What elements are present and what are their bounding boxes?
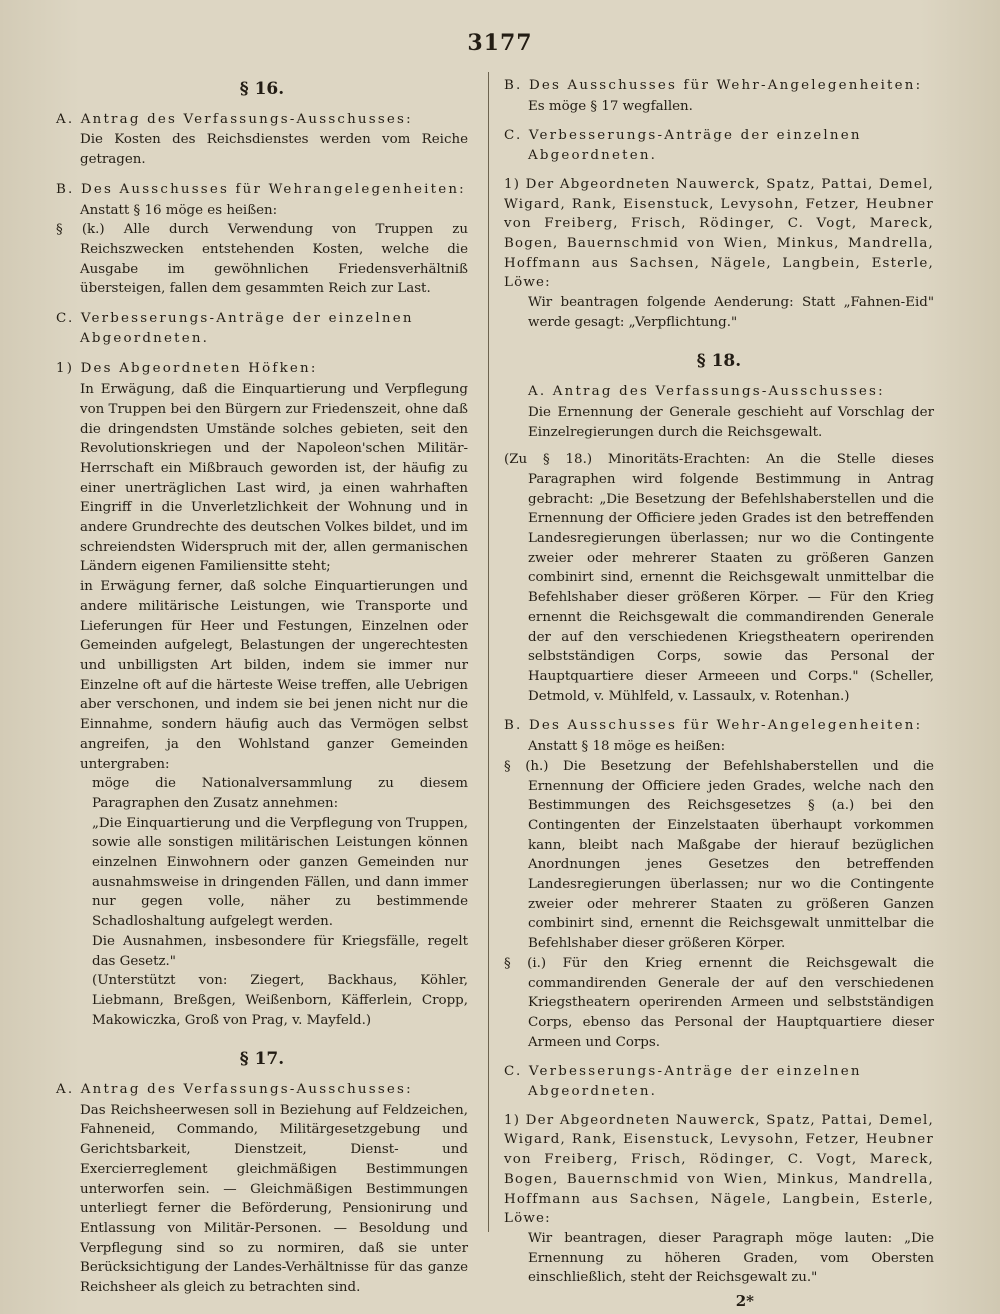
s16-b-intro: Anstatt § 16 möge es heißen:	[80, 202, 278, 218]
s16-c1-support: (Unterstützt von: Ziegert, Backhaus, Köhler, Liebmann, Breßgen, Weißenborn, Käfferlein, Cropp, Makowiczka, Groß von Prag, v. Mayfeld.)	[92, 973, 468, 1028]
section-16-title: § 16.	[239, 79, 285, 99]
s16-b-paragraph: § (k.) Alle durch Verwendung von Truppen zu Reichszwecken entstehenden Kosten, welche die Ausgabe im gewöhnlichen Friedensverhältniß übersteigen, fallen dem gesammten Reich zur Last.	[56, 222, 468, 297]
s16-c1-p3: möge die Nationalversammlung zu diesem Paragraphen den Zusatz annehmen:	[92, 776, 468, 811]
section-18-title: § 18.	[696, 351, 742, 372]
s16-b-heading: B. Des Ausschusses für Wehrangelegenheiten:	[56, 181, 466, 197]
right-column	[504, 74, 934, 1312]
signature-mark: 2*	[735, 1292, 754, 1311]
s16-c-heading: C. Verbesserungs-Anträge der einzelnen Abgeordneten.	[56, 311, 414, 346]
s16-c1-quote2: Die Ausnahmen, insbesondere für Kriegsfälle, regelt das Gesetz."	[92, 933, 468, 969]
left-column	[56, 74, 468, 1298]
s17-b-text: Es möge § 17 wegfallen.	[528, 98, 693, 114]
column-divider	[488, 72, 489, 1232]
s18-minority: (Zu § 18.) Minoritäts-Erachten: An die Stelle dieses Paragraphen wird folgende Bestimmung in Antrag gebracht: „Die Besetzung der Befehlshaberstellen und die Ernennung der Officiere jeden Grades ist den betreffenden Landesregierungen überlassen; nur wo die Contingente zweier oder mehrerer Staaten zu größeren Ganzen combinirt sind, ernennt die Reichsgewalt unmittelbar die Befehlshaber dieser größeren Körper. — Für den Krieg ernennt die Reichsgewalt die commandirenden Generale der auf den verschiedenen Kriegstheatern operirenden selbstständigen Corps, sowie das Personal der Hauptquartiere dieser Armeeen und Corps." (Scheller, Detmold, v. Mühlfeld, v. Lassaulx, v. Rotenhan.)	[504, 452, 934, 704]
s18-c-heading: C. Verbesserungs-Anträge der einzelnen Abgeordneten.	[504, 1064, 862, 1100]
s16-c1-p2: in Erwägung ferner, daß solche Einquartierungen und andere militärische Leistungen, wie Transporte und Lieferungen für Heer und Festungen, Einzelnen oder Gemeinden aufgelegt, Belastungen der ungerechtesten und unbilligsten Art bilden, indem sie immer nur Einzelne oft auf die härteste Weise treffen, alle Uebrigen aber verschonen, und indem sie bei jenen nicht nur die Einnahme, sondern häufig auch das Vermögen selbst angreifen, ja den Wohlstand ganzer Gemeinden untergraben:	[80, 579, 468, 772]
s18-b-i: § (i.) Für den Krieg ernennt die Reichsgewalt die commandirenden Generale der auf den verschiedenen Kriegstheatern operirenden Armeen und selbstständigen Corps, ebenso das Personal der Hauptquartiere dieser Armeen und Corps.	[504, 955, 934, 1050]
s17-c1-names: 1) Der Abgeordneten Nauwerck, Spatz, Pattai, Demel, Wigard, Rank, Eisenstuck, Levysohn, Fetzer, Heubner von Freiberg, Frisch, Rödinger, C. Vogt, Mareck, Bogen, Bauernschmid von Wien, Minkus, Mandrella, Hoffmann aus Sachsen, Nägele, Langbein, Esterle, Löwe:	[504, 176, 934, 291]
s16-c1-heading: 1) Des Abgeordneten Höfken:	[56, 361, 318, 377]
s17-a-heading: A. Antrag des Verfassungs-Ausschusses:	[56, 1082, 413, 1098]
s17-a-text: Das Reichsheerwesen soll in Beziehung auf Feldzeichen, Fahneneid, Commando, Militärgesetzgebung und Gerichtsbarkeit, Dienstzeit, Dienst- und Exercierreglement gleichmäßigen Bestimmungen unterworfen sein. — Gleichmäßigen Bestimmungen unterliegt ferner die Beförderung, Pensionirung und Entlassung von Militär-Personen. — Besoldung und Verpflegung sind so zu normiren, daß sie unter Berücksichtigung der Landes-Verhältnisse für das ganze Reichsheer als gleich zu betrachten sind.	[80, 1102, 468, 1296]
s16-c1-p1: In Erwägung, daß die Einquartierung und Verpflegung von Truppen bei den Bürgern zur Friedenszeit, ohne daß die dringendsten Umstände solches gebieten, seit den Revolutionskriegen und der Napoleon'schen Militär-Herrschaft ein Mißbrauch geworden ist, der häufig zu einer unerträglichen Last wird, ja einen wahrhaften Eingriff in die Unverletzlichkeit der Wohnung und in andere Grundrechte des deutschen Volkes bildet, und im schreiendsten Widerspruch mit der, allen germanischen Ländern eigenen Familiensitte steht;	[80, 382, 468, 575]
s18-a-heading: A. Antrag des Verfassungs-Ausschusses:	[528, 384, 885, 400]
s16-a-heading: A. Antrag des Verfassungs-Ausschusses:	[56, 111, 413, 127]
s18-b-h: § (h.) Die Besetzung der Befehlshaberstellen und die Ernennung der Officiere jeden Grades, welche nach den Bestimmungen des Reichsgesetzes § (a.) bei den Contingenten der Einzelstaaten überhaupt vorkommen kann, bleibt nach Maßgabe der hierauf bezüglichen Anordnungen jenes Gesetzes den betreffenden Landesregierungen überlassen; nur wo die Contingente zweier oder mehrerer Staaten zu größeren Ganzen combinirt sind, ernennt die Reichsgewalt unmittelbar die Befehlshaber dieser größeren Körper.	[504, 758, 934, 952]
s16-a-text: Die Kosten des Reichsdienstes werden vom Reiche getragen.	[80, 132, 468, 168]
s18-c1-text: Wir beantragen, dieser Paragraph möge lauten: „Die Ernennung zu höheren Graden, vom Obersten einschließlich, steht der Reichsgewalt zu."	[528, 1230, 934, 1286]
s17-c1-text: Wir beantragen folgende Aenderung: Statt „Fahnen-Eid" werde gesagt: „Verpflichtung."	[528, 295, 934, 330]
s18-b-intro: Anstatt § 18 möge es heißen:	[528, 739, 726, 755]
s16-c1-quote: „Die Einquartierung und die Verpflegung von Truppen, sowie alle sonstigen militärischen Leistungen können einzelnen Einwohnern oder ganzen Gemeinden nur ausnahmsweise in dringenden Fällen, und dann immer nur gegen volle, näher zu bestimmende Schadloshaltung aufgelegt werden.	[92, 815, 468, 930]
s17-c-heading: C. Verbesserungs-Anträge der einzelnen Abgeordneten.	[504, 128, 862, 164]
s17-b-heading: B. Des Ausschusses für Wehr-Angelegenheiten:	[504, 78, 923, 93]
page-number: 3177	[467, 30, 533, 56]
s18-b-heading: B. Des Ausschusses für Wehr-Angelegenheiten:	[504, 718, 923, 734]
s18-a-text: Die Ernennung der Generale geschieht auf Vorschlag der Einzelregierungen durch die Reichsgewalt.	[528, 404, 934, 440]
section-17-title: § 17.	[239, 1049, 285, 1070]
s18-c1-names: 1) Der Abgeordneten Nauwerck, Spatz, Pattai, Demel, Wigard, Rank, Eisenstuck, Levysohn, Fetzer, Heubner von Freiberg, Frisch, Rödinger, C. Vogt, Mareck, Bogen, Bauernschmid von Wien, Minkus, Mandrella, Hoffmann aus Sachsen, Nägele, Langbein, Esterle, Löwe:	[504, 1112, 934, 1227]
